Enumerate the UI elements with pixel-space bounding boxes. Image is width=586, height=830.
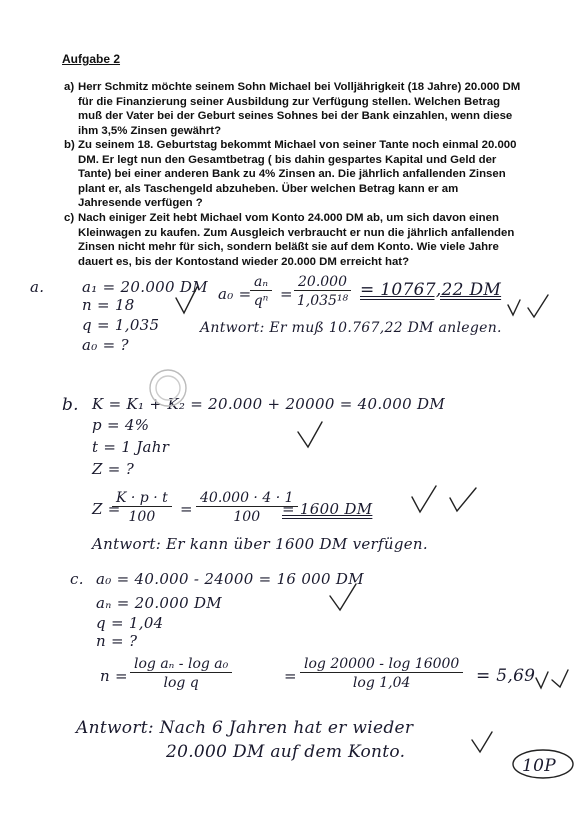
fraction-denominator: 100 <box>233 509 261 525</box>
answer: Antwort: Er muß 10.767,22 DM anlegen. <box>200 320 502 336</box>
result: = 1600 DM <box>282 500 373 518</box>
answer: Antwort: Nach 6 Jahren hat er wieder <box>76 718 414 738</box>
stamp-circle-icon <box>156 376 180 400</box>
fraction-denominator: 100 <box>128 509 156 525</box>
task-a-text: Herr Schmitz möchte seinem Sohn Michael bei Volljährigkeit (18 Jahre) 20.000 DM für die Finanzierung seiner Ausbildung zur Verfügung stellen. Welchen Betrag muß der Vater bei der Geburt seines Sohnes bei der Bank einzahlen, wenn diese ihm 3,5% Zinsen gewährt? <box>78 81 521 137</box>
checkmark-icon <box>528 295 548 317</box>
given-line: a₀ = ? <box>82 336 129 354</box>
task-b-text: Zu seinem 18. Geburtstag bekommt Michael von seiner Tante noch einmal 20.000 DM. Er legt nun den Gesamtbetrag ( bis dahin gespartes Kapital und Geld der Tante) bei einer anderen Bank zu 4% Zinsen an. Die jährlich anfallenden Zinsen plant er, als Taschengeld abzuheben. Über welchen Betrag kann er am Jahresende verfügen ? <box>78 139 517 210</box>
solution-b-label: b. <box>62 395 79 415</box>
checkmark-icon <box>508 300 520 315</box>
result: = 10767,22 DM <box>360 280 502 300</box>
fraction-numerator: log aₙ - log a₀ <box>130 656 232 673</box>
given-line: p = 4% <box>92 416 150 434</box>
checkmark-icon <box>472 732 492 752</box>
task-a-label: a) <box>64 81 75 93</box>
formula-lhs: Z = <box>92 500 121 518</box>
checkmark-icon <box>536 672 548 688</box>
equals-sign: = <box>280 285 293 303</box>
checkmark-icon <box>552 670 568 687</box>
checkmark-icon <box>412 486 436 512</box>
given-line: Z = ? <box>92 460 135 478</box>
fraction-numerator: aₙ <box>250 274 272 291</box>
given-line: a₀ = 40.000 - 24000 = 16 000 DM <box>96 570 364 588</box>
given-line: q = 1,035 <box>82 316 160 334</box>
exercise-title: Aufgabe 2 <box>62 52 121 66</box>
given-line: q = 1,04 <box>96 614 164 632</box>
fraction-numerator: log 20000 - log 16000 <box>300 656 463 673</box>
score: 10P <box>522 756 556 776</box>
checkmark-icon <box>330 584 356 610</box>
given-line: n = ? <box>96 632 138 650</box>
fraction-denominator: qⁿ <box>253 293 269 309</box>
fraction-numerator: 40.000 · 4 · 1 <box>196 490 298 507</box>
given-line: t = 1 Jahr <box>92 438 170 456</box>
result: = 5,69 <box>476 666 536 686</box>
checkmark-icon <box>450 488 476 511</box>
solution-a-label: a. <box>30 278 45 296</box>
equals-sign: = <box>180 500 193 518</box>
formula-lhs: a₀ = <box>218 285 252 303</box>
solution-c-label: c. <box>70 570 84 588</box>
task-b-label: b) <box>64 139 75 151</box>
score-circle-icon <box>513 750 573 778</box>
checkmark-icon <box>176 287 197 313</box>
given-line: a₁ = 20.000 DM <box>82 278 208 296</box>
task-c-label: c) <box>64 212 75 224</box>
fraction-denominator: log q <box>163 675 199 691</box>
task-c-text: Nach einiger Zeit hebt Michael vom Konto 24.000 DM ab, um sich davon einen Kleinwagen zu kaufen. Zum Ausgleich verbraucht er nun die jährlich anfallenden Zinsen nicht mehr für sich, sondern beläßt sie auf dem Konto. Wie viele Jahre dauert es, bis der Kontostand wieder 20.000 DM erreicht hat? <box>78 212 515 268</box>
fraction-numerator: K · p · t <box>112 490 172 507</box>
fraction-denominator: 1,035¹⁸ <box>296 293 349 309</box>
fraction-numerator: 20.000 <box>294 274 351 291</box>
checkmark-icon <box>298 422 322 447</box>
given-line: K = K₁ + K₂ = 20.000 + 20000 = 40.000 DM <box>92 395 446 413</box>
answer: Antwort: Er kann über 1600 DM verfügen. <box>92 535 428 553</box>
equals-sign: = <box>284 667 297 685</box>
formula-lhs: n = <box>100 667 128 685</box>
given-line: n = 18 <box>82 296 135 314</box>
given-line: aₙ = 20.000 DM <box>96 594 222 612</box>
answer: 20.000 DM auf dem Konto. <box>166 742 406 762</box>
fraction-denominator: log 1,04 <box>352 675 411 691</box>
